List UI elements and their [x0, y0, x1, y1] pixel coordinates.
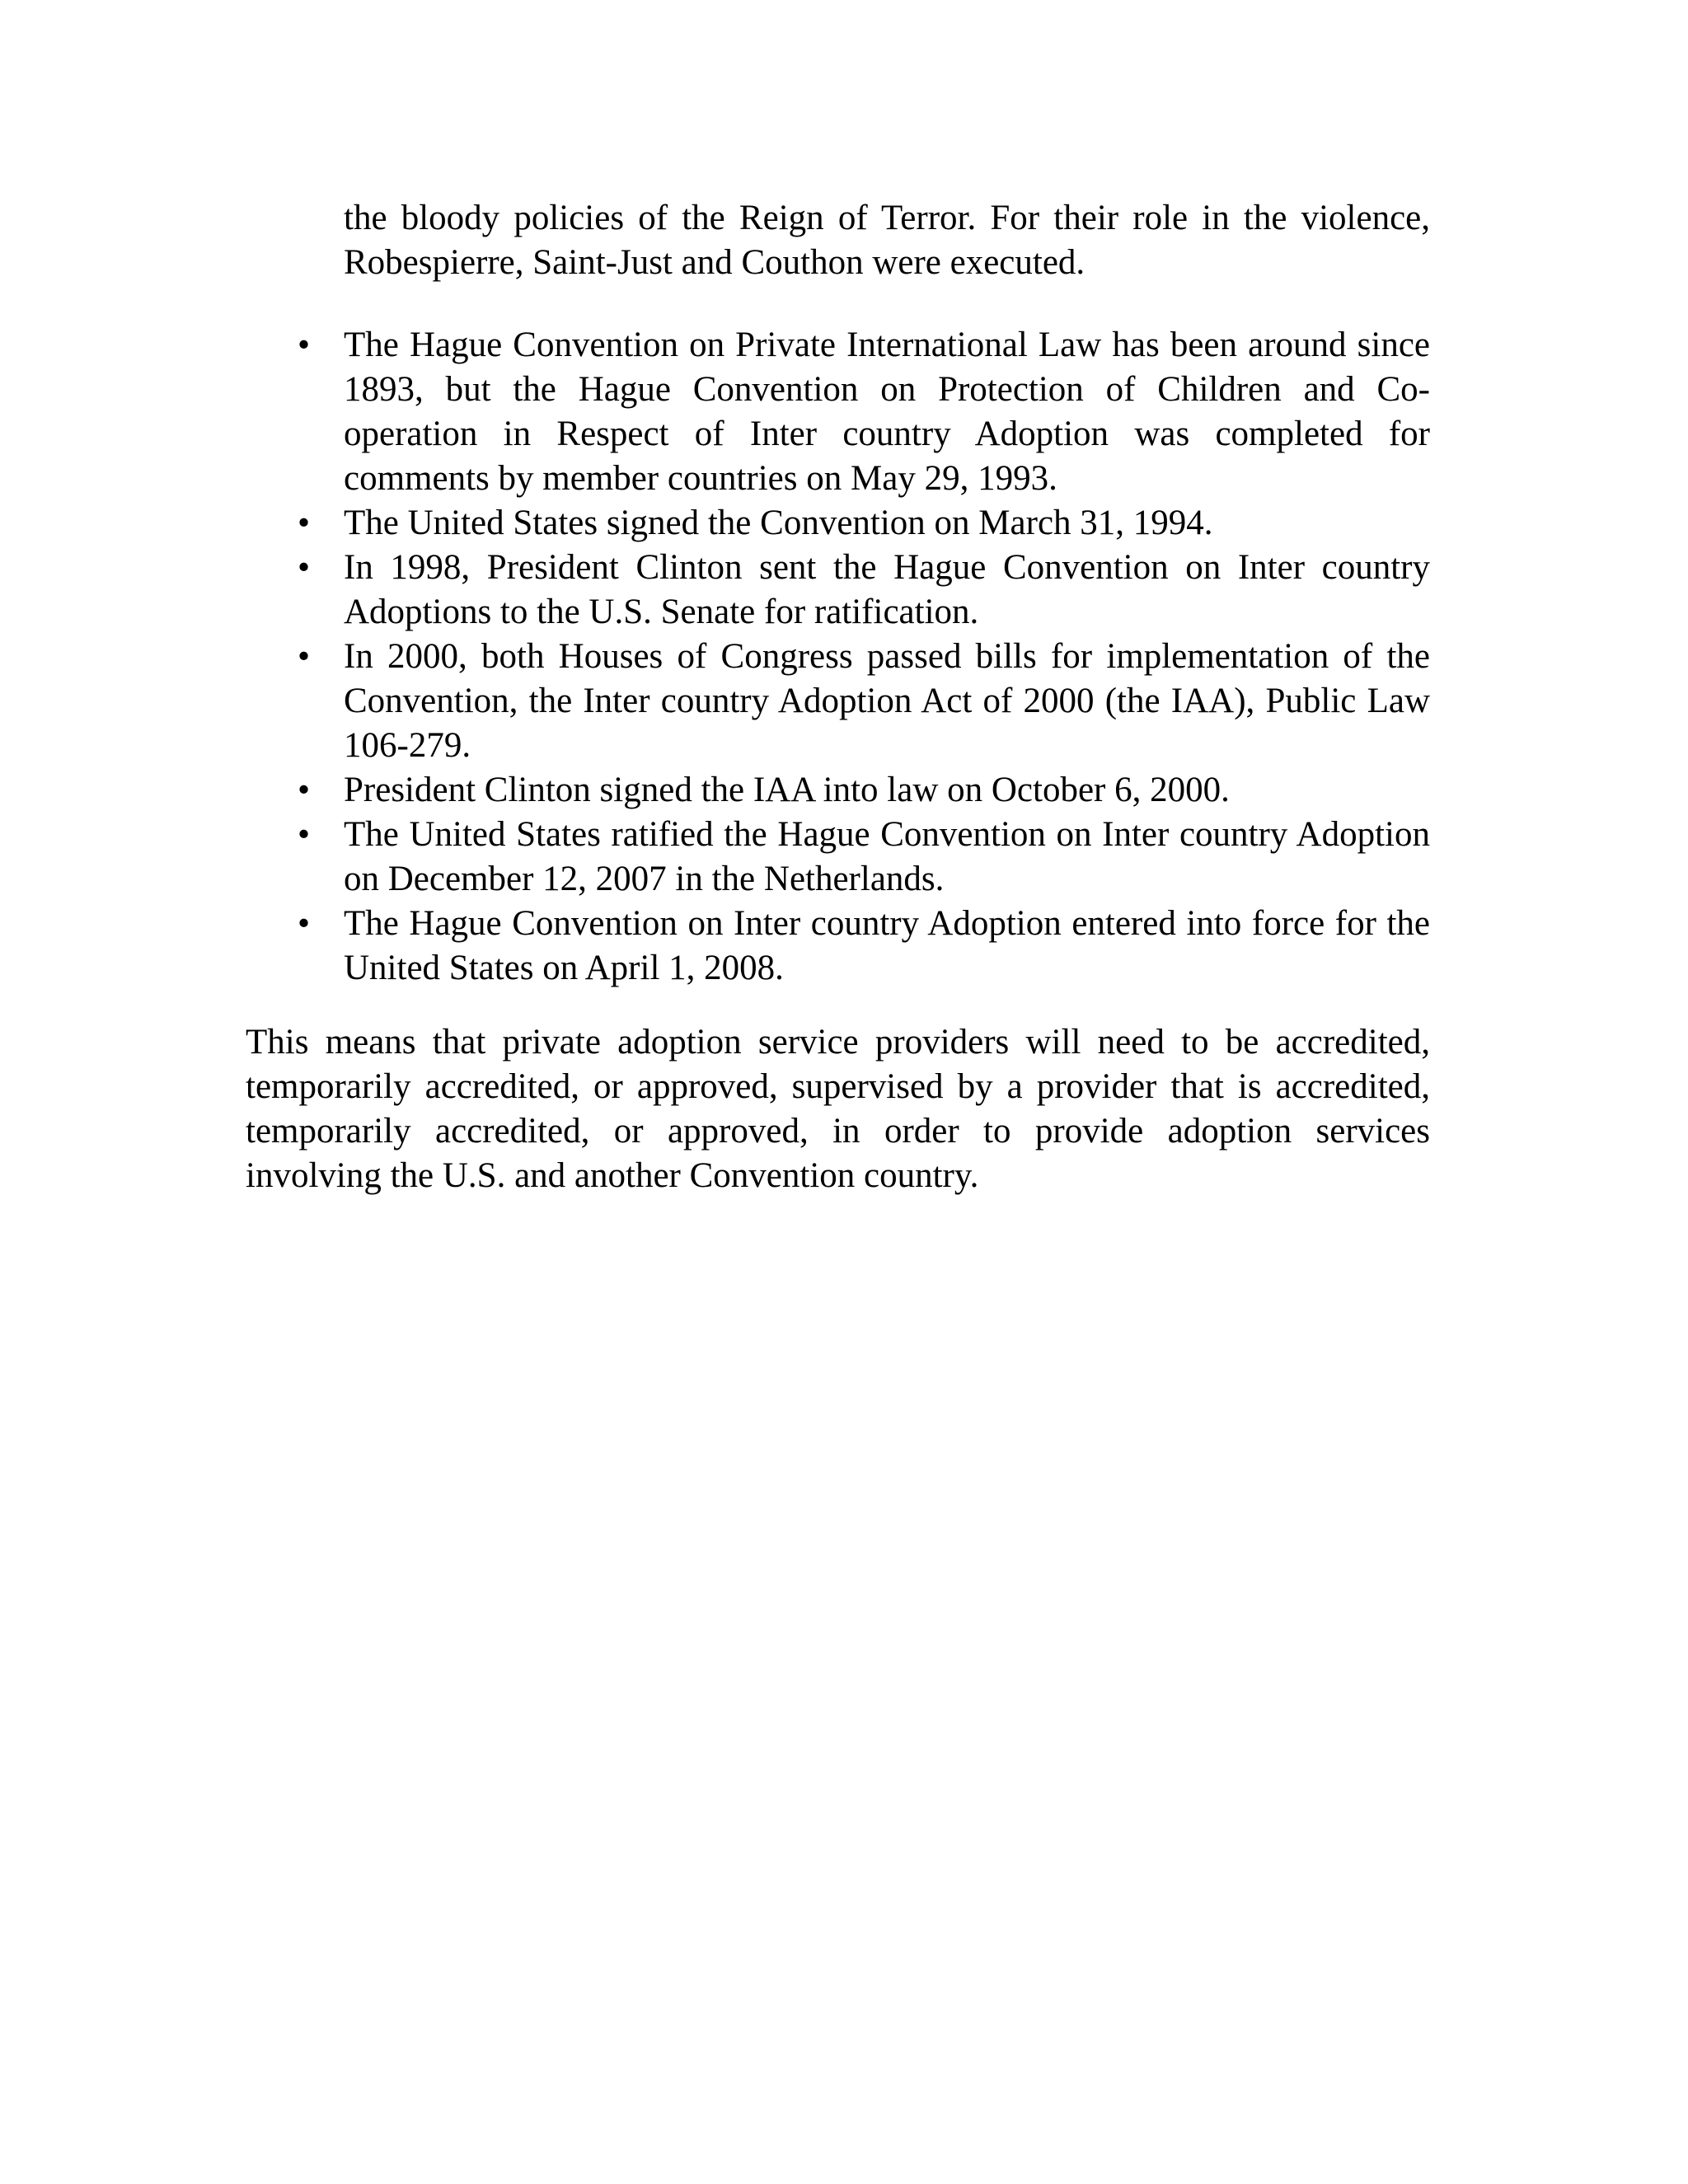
bullet-icon: •	[298, 771, 311, 809]
bullet-item	[298, 635, 1430, 768]
bullet-item	[298, 546, 1430, 635]
bullet-icon: •	[298, 504, 311, 542]
closing-paragraph: This means that private adoption service providers will need to be accredited, temporarily accredited, or approved, supervised by a provider that is accredited, temporarily accredited, or approved, in order to provide adoption services involving the U.S. and another Convention country.	[246, 1023, 1430, 1195]
bullet-item	[298, 768, 1430, 813]
bullet-item	[298, 813, 1430, 902]
bullet-text: The United States signed the Convention on March 31, 1994.	[344, 504, 1213, 542]
bullet-item	[298, 323, 1430, 501]
bullet-icon: •	[298, 548, 311, 587]
bullet-icon: •	[298, 326, 311, 364]
bullet-text: President Clinton signed the IAA into law on October 6, 2000.	[344, 771, 1230, 809]
bullet-icon: •	[298, 815, 311, 854]
bullet-text: The United States ratified the Hague Convention on Inter country Adoption on December 12, 2007 in the Netherlands.	[344, 815, 1430, 898]
bullet-item	[298, 501, 1430, 546]
timeline-bullet-list	[298, 323, 1430, 991]
continuation-paragraph: the bloody policies of the Reign of Terror. For their role in the violence, Robespierre, Saint-Just and Couthon were executed.	[344, 199, 1430, 282]
bullet-text: The Hague Convention on Private International Law has been around since 1893, but the Hague Convention on Protection of Children and Co-operation in Respect of Inter country Adoption was completed for comments by member countries on May 29, 1993.	[344, 326, 1430, 498]
bullet-item	[298, 902, 1430, 991]
bullet-text: In 2000, both Houses of Congress passed bills for implementation of the Convention, the Inter country Adoption Act of 2000 (the IAA), Public Law 106-279.	[344, 637, 1430, 765]
bullet-icon: •	[298, 904, 311, 943]
bullet-text: The Hague Convention on Inter country Adoption entered into force for the United States on April 1, 2008.	[344, 904, 1430, 987]
bullet-icon: •	[298, 637, 311, 676]
bullet-text: In 1998, President Clinton sent the Hague Convention on Inter country Adoptions to the U.S. Senate for ratification.	[344, 548, 1430, 631]
